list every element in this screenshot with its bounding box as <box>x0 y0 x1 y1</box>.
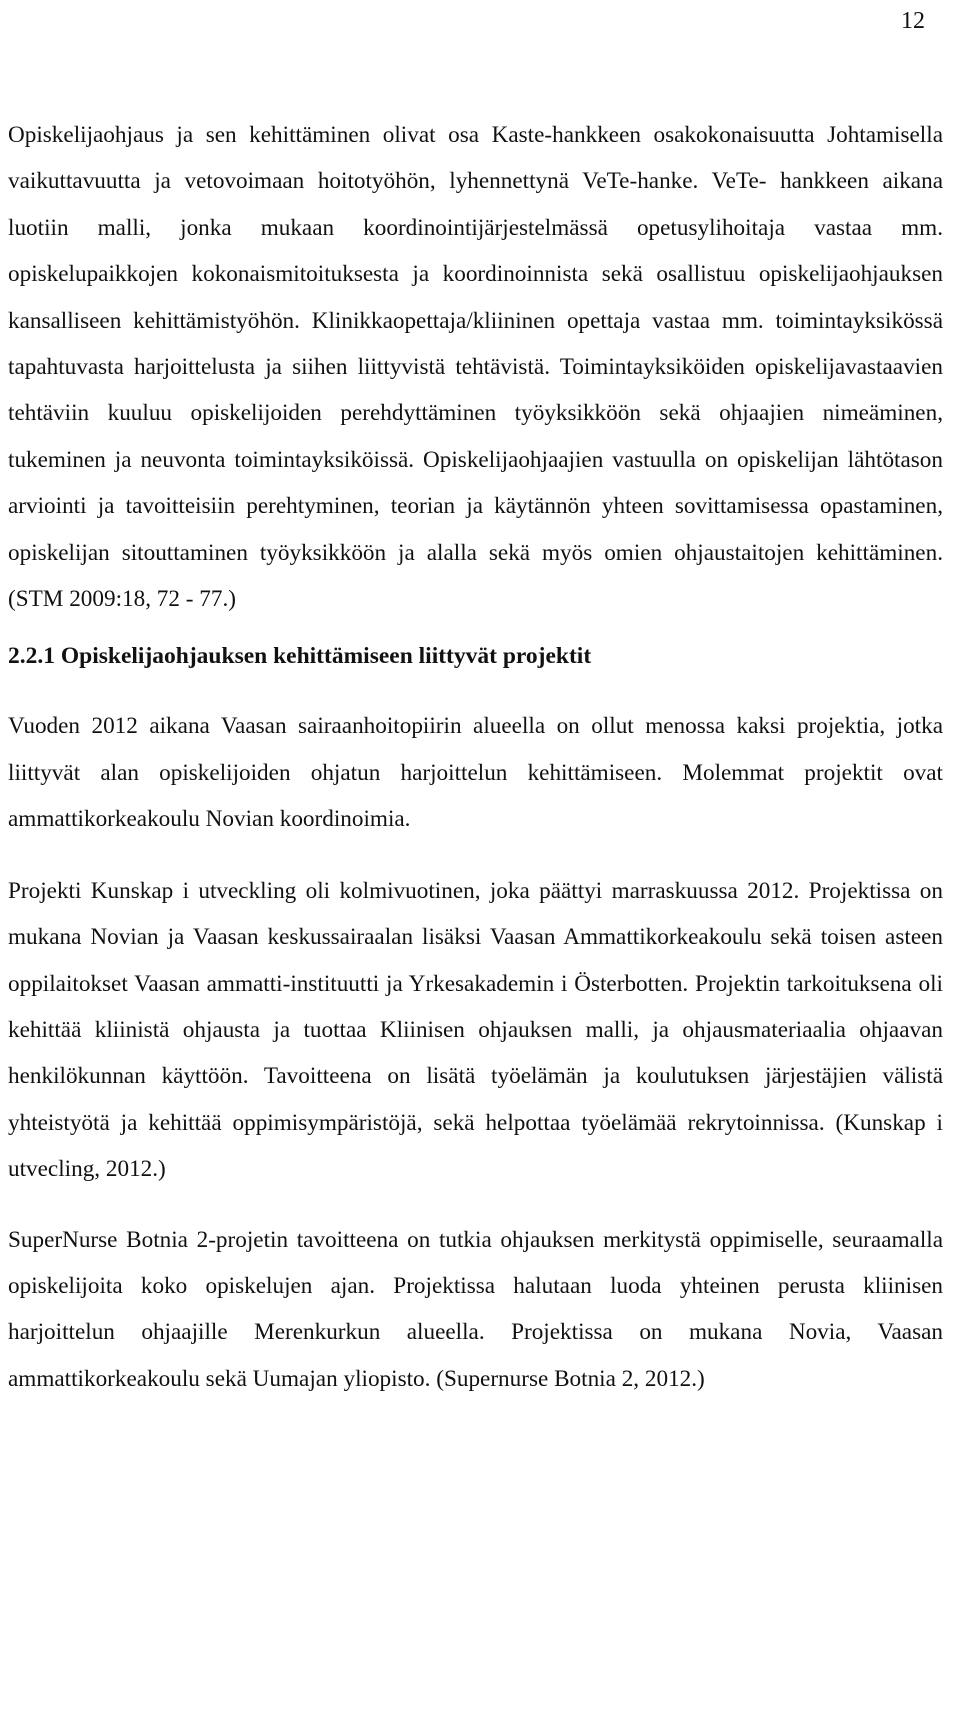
paragraph-supernurse: SuperNurse Botnia 2-projetin tavoitteena on tutkia ohjauksen merkitystä oppimiselle, seuraamalla opiskelijoita koko opiskelujen ajan. Projektissa halutaan luoda yhteinen perusta kliinisen harjoittelun ohjaajille Merenkurkun alueella. Projektissa on mukana Novia, Vaasan ammattikorkeakoulu sekä Uumajan yliopisto. (Supernurse Botnia 2, 2012.) <box>8 1226 943 1392</box>
document-body <box>8 112 943 1402</box>
section-heading: 2.2.1 Opiskelijaohjauksen kehittämiseen liittyvät projektit <box>8 643 592 670</box>
paragraph-kunskap: Projekti Kunskap i utveckling oli kolmivuotinen, joka päättyi marraskuussa 2012. Projektissa on mukana Novian ja Vaasan keskussairaalan lisäksi Vaasan Ammattikorkeakoulu sekä toisen asteen oppilaitokset Vaasan ammatti-instituutti ja Yrkesakademin i Österbotten. Projektin tarkoituksena oli kehittää kliinistä ohjausta ja tuottaa Kliinisen ohjauksen malli, ja ohjausmateriaalia ohjaavan henkilökunnan käyttöön. Tavoitteena on lisätä työelämän ja koulutuksen järjestäjien välistä yhteistyötä ja kehittää oppimisympäristöjä, sekä helpottaa työelämää rekrytoinnissa. (Kunskap i utvecling, 2012.) <box>8 877 943 1183</box>
page-number: 12 <box>901 8 925 34</box>
paragraph-opiskelijaohjaus: Opiskelijaohjaus ja sen kehittäminen olivat osa Kaste-hankkeen osakokonaisuutta Johtamisella vaikuttavuutta ja vetovoimaan hoitotyöhön, lyhennettynä VeTe-hanke. VeTe- hankkeen aikana luotiin malli, jonka mukaan koordinointijärjestelmässä opetusylihoitaja vastaa mm. opiskelupaikkojen kokonaismitoituksesta ja koordinoinnista sekä osallistuu opiskelijaohjauksen kansalliseen kehittämistyöhön. Klinikkaopettaja/kliininen opettaja vastaa mm. toimintayksikössä tapahtuvasta harjoittelusta ja siihen liittyvistä tehtävistä. Toimintayksiköiden opiskelijavastaavien tehtäviin kuuluu opiskelijoiden perehdyttäminen työyksikköön sekä ohjaajien nimeäminen, tukeminen ja neuvonta toimintayksiköissä. Opiskelijaohjaajien vastuulla on opiskelijan lähtötason arviointi ja tavoitteisiin perehtyminen, teorian ja käytännön yhteen sovittamisessa opastaminen, opiskelijan sitouttaminen työyksikköön ja alalla sekä myös omien ohjaustaitojen kehittäminen. (STM 2009:18, 72 - 77.) <box>8 122 943 613</box>
paragraph-projects-intro: Vuoden 2012 aikana Vaasan sairaanhoitopiirin alueella on ollut menossa kaksi projektia, jotka liittyvät alan opiskelijoiden ohjatun harjoittelun kehittämiseen. Molemmat projektit ovat ammattikorkeakoulu Novian koordinoimia. <box>8 713 943 833</box>
